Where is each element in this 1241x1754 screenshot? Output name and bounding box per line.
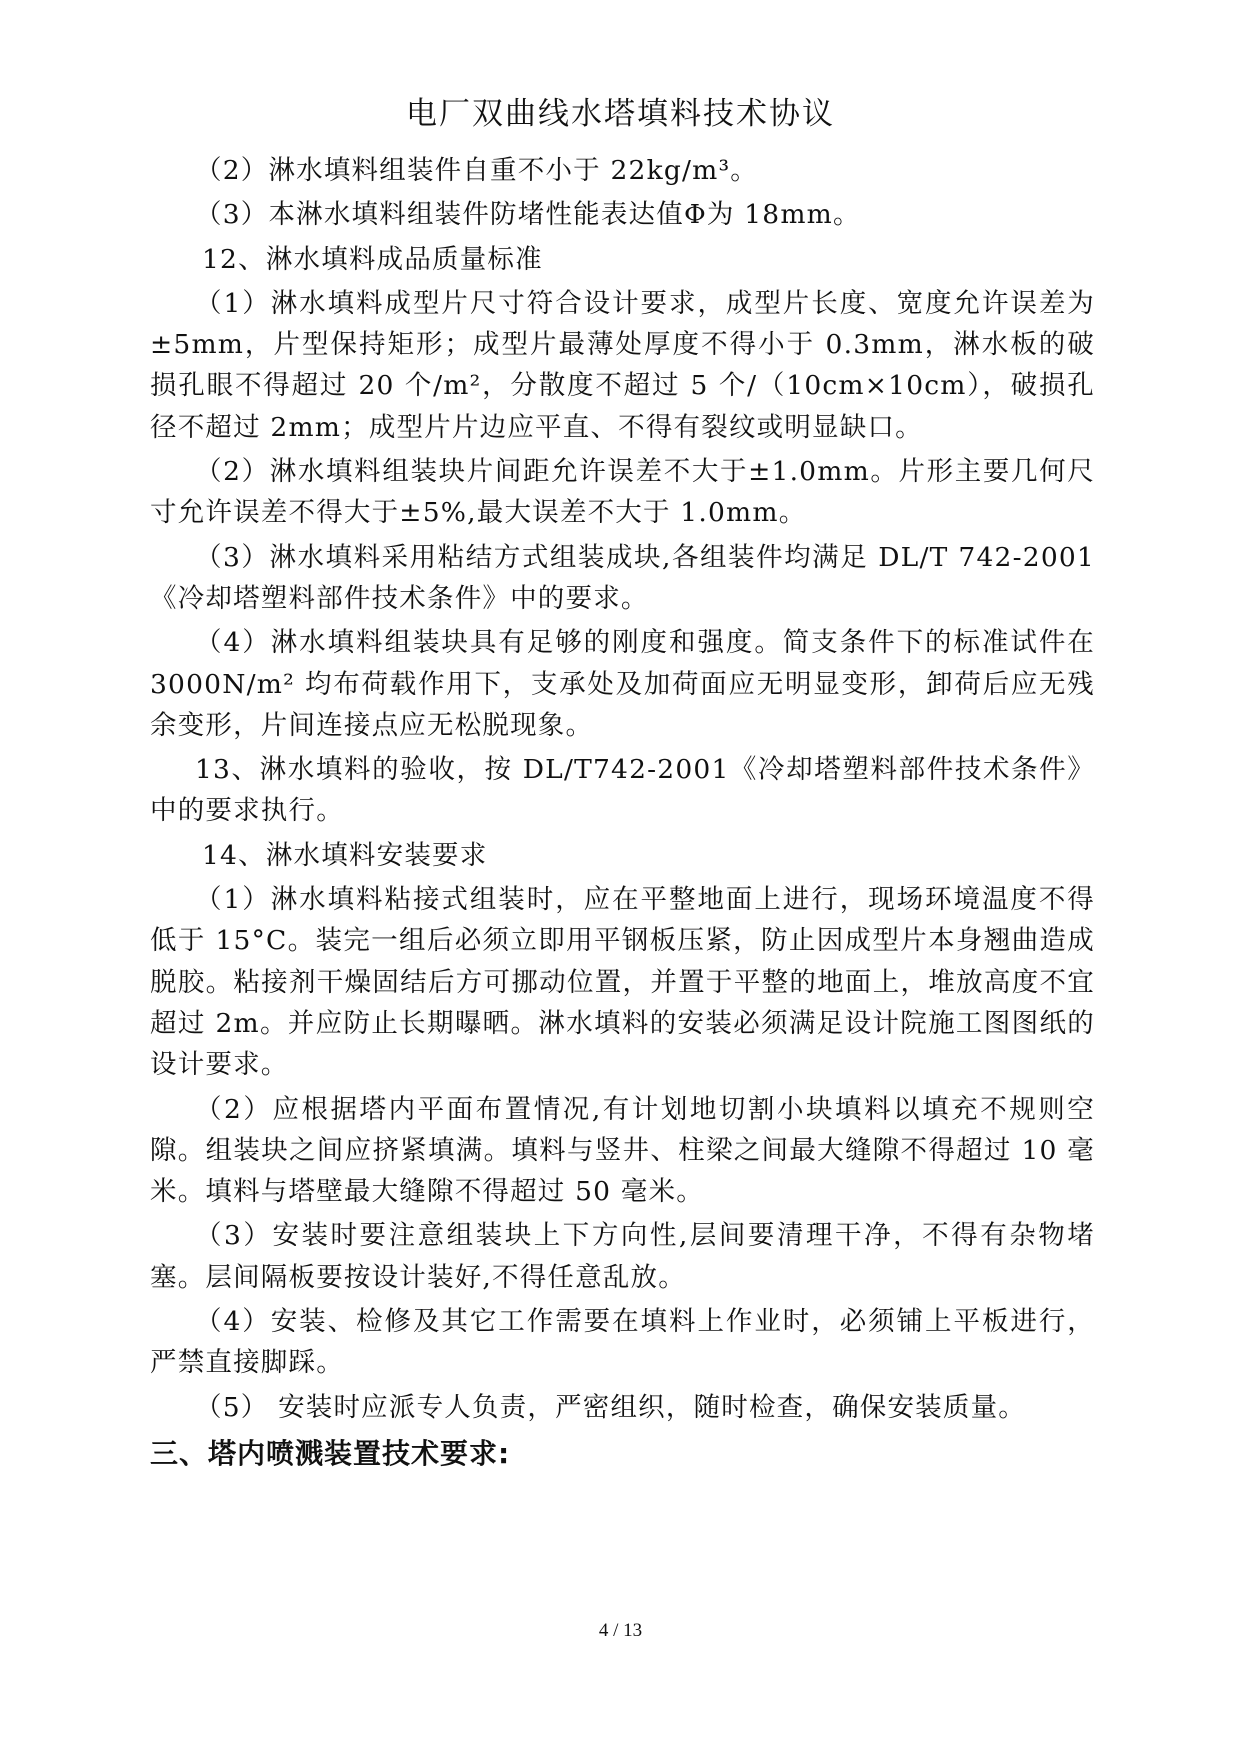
section-3-heading: 三、塔内喷溅装置技术要求: — [150, 1436, 511, 1470]
section-13-text: 13、淋水填料的验收，按 DL/T742-2001《冷却塔塑料部件技术条件》中的要求执行。 — [150, 754, 1095, 827]
paragraph-14-4: （4）安装、检修及其它工作需要在填料上作业时，必须铺上平板进行，严禁直接脚踩。 — [150, 1306, 1095, 1379]
paragraph-14-3: （3）安装时要注意组装块上下方向性,层间要清理干净，不得有杂物堵塞。层间隔板要按设计装好,不得任意乱放。 — [150, 1220, 1095, 1293]
paragraph-12-4: （4）淋水填料组装块具有足够的刚度和强度。简支条件下的标准试件在 3000N/m² 均布荷载作用下，支承处及加荷面应无明显变形，卸荷后应无残余变形，片间连接点应无松脱现象。 — [150, 627, 1095, 741]
paragraph-12-3: （3）淋水填料采用粘结方式组装成块,各组装件均满足 DL/T 742-2001《冷却塔塑料部件技术条件》中的要求。 — [150, 541, 1095, 614]
section-14-title: 14、淋水填料安装要求 — [202, 839, 488, 871]
paragraph-12-2: （2）淋水填料组装块片间距允许误差不大于±1.0mm。片形主要几何尺寸允许误差不得大于±5%,最大误差不大于 1.0mm。 — [150, 456, 1095, 529]
page-header-title: 电厂双曲线水塔填料技术协议 — [406, 96, 835, 132]
paragraph-12-1: （1）淋水填料成型片尺寸符合设计要求，成型片长度、宽度允许误差为±5mm，片型保持矩形；成型片最薄处厚度不得小于 0.3mm，淋水板的破损孔眼不得超过 20 个/m²，分散度不超过 5 个/（10cm×10cm），破损孔径不超过 2mm；成型片片边应平直、不得有裂纹或明显缺口。 — [150, 287, 1095, 443]
paragraph-weight: （2）淋水填料组装件自重不小于 22kg/m³。 — [195, 155, 759, 186]
paragraph-14-5: （5） 安装时应派专人负责，严密组织，随时检查，确保安装质量。 — [195, 1391, 1026, 1423]
paragraph-14-2: （2）应根据塔内平面布置情况,有计划地切割小块填料以填充不规则空隙。组装块之间应挤紧填满。填料与竖井、柱梁之间最大缝隙不得超过 10 毫米。填料与塔壁最大缝隙不得超过 50 毫米。 — [150, 1093, 1095, 1208]
section-12-title: 12、淋水填料成品质量标准 — [202, 243, 543, 275]
page-number: 4 / 13 — [598, 1620, 643, 1641]
paragraph-anticlog: （3）本淋水填料组装件防堵性能表达值Φ为 18mm。 — [195, 199, 861, 231]
document-body — [150, 150, 1095, 1476]
paragraph-14-1: （1）淋水填料粘接式组装时，应在平整地面上进行，现场环境温度不得低于 15°C。装完一组后必须立即用平钢板压紧，防止因成型片本身翘曲造成脱胶。粘接剂干燥固结后方可挪动位置，并置于平整的地面上，堆放高度不宜超过 2m。并应防止长期曝晒。淋水填料的安装必须满足设计院施工图图纸的设计要求。 — [150, 884, 1095, 1081]
